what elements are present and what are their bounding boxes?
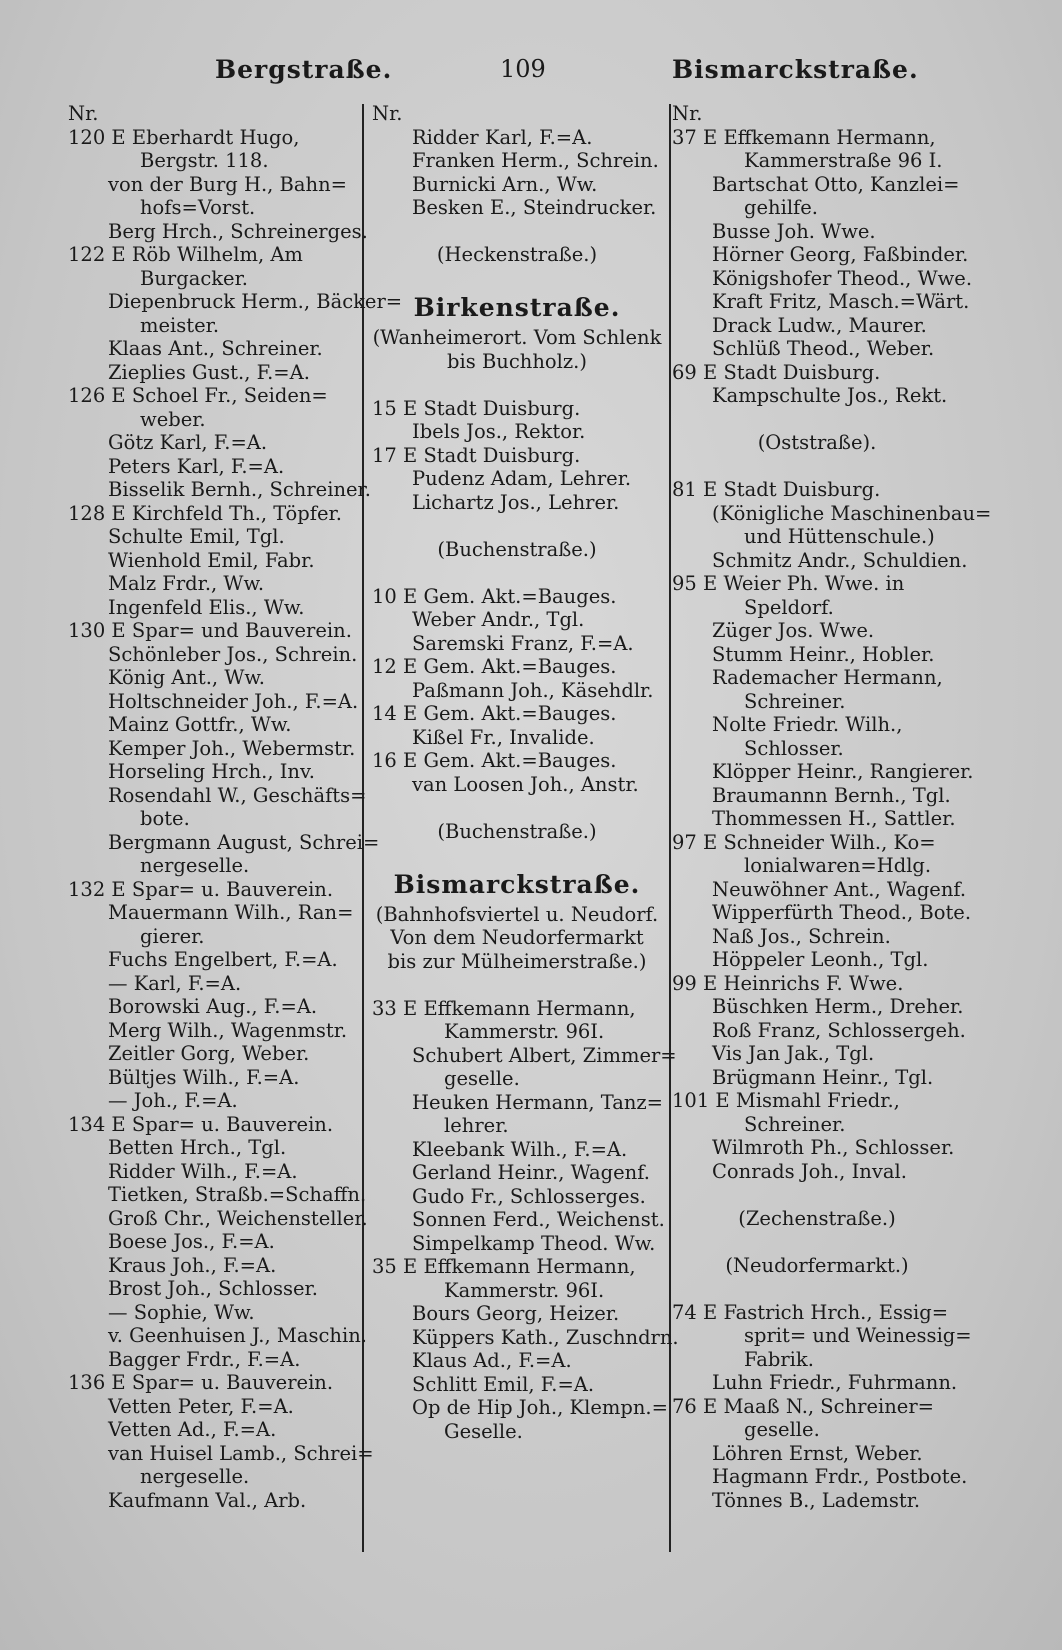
directory-line: 126 E Schoel Fr., Seiden=: [68, 384, 328, 407]
directory-line: Gudo Fr., Schlosserges.: [412, 1184, 646, 1208]
directory-line: Boese Jos., F.=A.: [108, 1230, 275, 1253]
directory-line: Conrads Joh., Inval.: [712, 1159, 907, 1183]
spacer: [672, 1230, 962, 1254]
directory-line: Wipperfürth Theod., Bote.: [712, 901, 972, 924]
spacer: [372, 796, 662, 820]
directory-line: Betten Hrch., Tgl.: [108, 1136, 287, 1159]
directory-line: nergeselle.: [140, 1465, 250, 1488]
directory-line: Klaus Ad., F.=A.: [412, 1349, 572, 1372]
directory-line: Ridder Karl, F.=A.: [412, 125, 593, 149]
directory-line: Bours Georg, Heizer.: [412, 1302, 620, 1325]
directory-line: 81 E Stadt Duisburg.: [672, 478, 881, 501]
directory-line: Schmitz Andr., Schuldien.: [712, 548, 968, 572]
directory-line: 136 E Spar= u. Bauverein.: [68, 1371, 334, 1394]
running-head-left: Bergstraße.: [215, 55, 393, 84]
directory-line: Kammerstraße 96 I.: [744, 149, 943, 172]
directory-line: Tietken, Straßb.=Schaffn.: [108, 1183, 367, 1206]
directory-line: Vis Jan Jak., Tgl.: [712, 1042, 875, 1065]
directory-line: 35 E Effkemann Hermann,: [372, 1255, 636, 1278]
section-heading: Birkenstraße.: [413, 293, 621, 322]
directory-line: 12 E Gem. Akt.=Bauges.: [372, 655, 617, 678]
spacer: [372, 514, 662, 538]
directory-line: gehilfe.: [744, 196, 819, 219]
directory-line: Hagmann Frdr., Postbote.: [712, 1465, 968, 1488]
directory-line: 132 E Spar= u. Bauverein.: [68, 877, 334, 901]
directory-line: Speldorf.: [744, 595, 834, 619]
directory-line: Bagger Frdr., F.=A.: [108, 1347, 301, 1371]
directory-line: König Ant., Ww.: [108, 666, 265, 689]
directory-line: van Loosen Joh., Anstr.: [412, 772, 639, 796]
directory-line: 128 E Kirchfeld Th., Töpfer.: [68, 501, 342, 525]
spacer: [372, 843, 662, 867]
directory-line: Kaufmann Val., Arb.: [108, 1488, 307, 1512]
directory-line: — Joh., F.=A.: [108, 1089, 238, 1112]
directory-line: Kammerstr. 96I.: [444, 1020, 605, 1043]
directory-line: Burgacker.: [140, 266, 248, 290]
street-subheading: (Bahnhofsviertel u. Neudorf.: [375, 902, 659, 926]
directory-line: Fabrik.: [744, 1347, 814, 1371]
directory-line: Holtschneider Joh., F.=A.: [108, 689, 359, 713]
directory-line: Schlüß Theod., Weber.: [712, 337, 935, 360]
directory-line: Bartschat Otto, Kanzlei=: [712, 172, 960, 196]
directory-line: 10 E Gem. Akt.=Bauges.: [372, 584, 617, 608]
directory-line: Kißel Fr., Invalide.: [412, 725, 595, 749]
street-subheading: (Zechenstraße.): [738, 1206, 896, 1230]
directory-line: Gerland Heinr., Wagenf.: [412, 1161, 650, 1184]
directory-line: Schulte Emil, Tgl.: [108, 525, 285, 548]
directory-line: van Huisel Lamb., Schrei=: [108, 1441, 374, 1465]
directory-line: Heuken Hermann, Tanz=: [412, 1090, 664, 1114]
directory-line: 15 E Stadt Duisburg.: [372, 396, 581, 420]
directory-line: hofs=Vorst.: [140, 196, 256, 219]
directory-line: nergeselle.: [140, 854, 250, 877]
directory-line: 33 E Effkemann Hermann,: [372, 996, 636, 1020]
spacer: [672, 408, 962, 432]
directory-line: Löhren Ernst, Weber.: [712, 1441, 923, 1465]
directory-line: Hörner Georg, Faßbinder.: [712, 243, 969, 266]
street-subheading: Von dem Neudorfermarkt: [390, 926, 644, 949]
directory-line: meister.: [140, 313, 220, 337]
street-subheading: (Wanheimerort. Vom Schlenk: [372, 326, 662, 349]
directory-line: gierer.: [140, 924, 205, 948]
directory-line: Bergmann August, Schrei=: [108, 830, 380, 854]
directory-line: Bültjes Wilh., F.=A.: [108, 1065, 300, 1089]
directory-line: Schlosser.: [744, 736, 844, 760]
directory-line: Schreiner.: [744, 1112, 846, 1136]
directory-line: Brügmann Heinr., Tgl.: [712, 1065, 934, 1089]
directory-line: 134 E Spar= u. Bauverein.: [68, 1112, 334, 1136]
directory-line: weber.: [140, 407, 206, 431]
directory-line: Nolte Friedr. Wilh.,: [712, 713, 903, 736]
directory-line: und Hüttenschule.): [744, 525, 935, 548]
running-head-right: Bismarckstraße.: [672, 55, 919, 84]
directory-line: Nr.: [68, 102, 99, 125]
directory-line: Nr.: [672, 102, 703, 125]
directory-column-2: [372, 102, 679, 1443]
directory-line: Schubert Albert, Zimmer=: [412, 1043, 677, 1067]
directory-line: Sonnen Ferd., Weichenst.: [412, 1208, 665, 1231]
directory-line: Berg Hrch., Schreinerges.: [108, 219, 368, 243]
directory-line: Büschken Herm., Dreher.: [712, 995, 964, 1018]
directory-line: Besken E., Steindrucker.: [412, 196, 657, 219]
directory-line: Klaas Ant., Schreiner.: [108, 337, 323, 360]
directory-line: 130 E Spar= und Bauverein.: [68, 619, 352, 642]
directory-line: Vetten Ad., F.=A.: [108, 1418, 277, 1441]
directory-line: Op de Hip Joh., Klempn.=: [412, 1396, 668, 1419]
directory-line: Naß Jos., Schrein.: [712, 924, 891, 948]
directory-line: Königshofer Theod., Wwe.: [712, 266, 973, 290]
directory-line: 97 E Schneider Wilh., Ko=: [672, 830, 936, 854]
spacer: [372, 973, 662, 997]
directory-line: Brost Joh., Schlosser.: [108, 1277, 318, 1300]
directory-line: Schlitt Emil, F.=A.: [412, 1372, 595, 1396]
street-subheading: (Neudorfermarkt.): [725, 1253, 909, 1277]
directory-line: 99 E Heinrichs F. Wwe.: [672, 971, 904, 995]
spacer: [672, 1277, 962, 1301]
directory-line: lehrer.: [444, 1114, 509, 1137]
directory-line: Ridder Wilh., F.=A.: [108, 1159, 298, 1183]
spacer: [372, 267, 662, 291]
directory-line: Bisselik Bernh., Schreiner.: [108, 478, 371, 501]
directory-line: — Karl, F.=A.: [108, 971, 242, 995]
page-number: 109: [500, 55, 546, 83]
directory-line: Kammerstr. 96I.: [444, 1278, 605, 1302]
directory-line: Schreiner.: [744, 689, 846, 713]
directory-line: 122 E Röb Wilhelm, Am: [68, 243, 303, 266]
directory-line: Neuwöhner Ant., Wagenf.: [712, 877, 967, 901]
directory-line: Drack Ludw., Maurer.: [712, 313, 927, 337]
directory-line: Mainz Gottfr., Ww.: [108, 713, 292, 736]
directory-line: Züger Jos. Wwe.: [712, 619, 875, 642]
directory-line: Stumm Heinr., Hobler.: [712, 642, 935, 666]
directory-line: Luhn Friedr., Fuhrmann.: [712, 1371, 958, 1394]
page-header: [0, 55, 1062, 95]
directory-line: Ingenfeld Elis., Ww.: [108, 595, 305, 619]
directory-line: Nr.: [372, 102, 403, 125]
directory-line: Höppeler Leonh., Tgl.: [712, 948, 929, 971]
directory-line: sprit= und Weinessig=: [744, 1324, 972, 1347]
directory-line: Diepenbruck Herm., Bäcker=: [108, 290, 403, 313]
directory-line: geselle.: [744, 1418, 820, 1441]
street-subheading: bis zur Mülheimerstraße.): [387, 949, 647, 973]
directory-line: (Königliche Maschinenbau=: [712, 501, 992, 525]
directory-column-1: [68, 102, 403, 1512]
directory-line: — Sophie, Ww.: [108, 1300, 255, 1324]
directory-line: Tönnes B., Lademstr.: [712, 1488, 921, 1512]
directory-line: Lichartz Jos., Lehrer.: [412, 490, 620, 514]
spacer: [372, 220, 662, 244]
directory-line: 17 E Stadt Duisburg.: [372, 443, 581, 467]
directory-line: Fuchs Engelbert, F.=A.: [108, 948, 338, 971]
spacer: [672, 455, 962, 479]
directory-line: Kampschulte Jos., Rekt.: [712, 384, 948, 407]
directory-line: 74 E Fastrich Hrch., Essig=: [672, 1300, 949, 1324]
directory-line: 101 E Mismahl Friedr.,: [672, 1089, 900, 1112]
directory-line: Horseling Hrch., Inv.: [108, 760, 315, 783]
directory-line: Geselle.: [444, 1419, 523, 1443]
directory-line: Kleebank Wilh., F.=A.: [412, 1137, 628, 1161]
section-heading: Bismarckstraße.: [393, 869, 641, 899]
directory-line: 120 E Eberhardt Hugo,: [68, 125, 300, 149]
directory-line: Rosendahl W., Geschäfts=: [108, 783, 367, 807]
directory-line: Malz Frdr., Ww.: [108, 572, 265, 595]
directory-line: Groß Chr., Weichensteller.: [108, 1206, 368, 1230]
directory-line: 69 E Stadt Duisburg.: [672, 360, 881, 384]
directory-line: Braumannn Bernh., Tgl.: [712, 783, 951, 807]
directory-line: 37 E Effkemann Hermann,: [672, 125, 936, 149]
street-subheading: (Buchenstraße.): [437, 537, 597, 561]
directory-line: Burnicki Arn., Ww.: [412, 172, 598, 196]
directory-line: Bergstr. 118.: [140, 149, 269, 172]
directory-line: Merg Wilh., Wagenmstr.: [108, 1018, 348, 1042]
directory-line: Wienhold Emil, Fabr.: [108, 548, 315, 572]
directory-line: Rademacher Hermann,: [712, 666, 943, 689]
directory-line: geselle.: [444, 1067, 520, 1090]
street-subheading: bis Buchholz.): [447, 349, 587, 373]
spacer: [372, 373, 662, 397]
directory-line: Saremski Franz, F.=A.: [412, 631, 634, 655]
directory-line: Zieplies Gust., F.=A.: [108, 360, 310, 384]
directory-line: 95 E Weier Ph. Wwe. in: [672, 572, 905, 595]
directory-line: 76 E Maaß N., Schreiner=: [672, 1394, 934, 1418]
directory-line: Götz Karl, F.=A.: [108, 431, 268, 454]
directory-line: Wilmroth Ph., Schlosser.: [712, 1136, 955, 1159]
directory-line: Roß Franz, Schlossergeh.: [712, 1018, 966, 1042]
directory-line: 16 E Gem. Akt.=Bauges.: [372, 749, 617, 772]
directory-line: Zeitler Gorg, Weber.: [108, 1042, 310, 1065]
directory-line: Paßmann Joh., Käsehdlr.: [412, 678, 654, 702]
directory-line: Kraus Joh., F.=A.: [108, 1253, 277, 1277]
directory-line: bote.: [140, 807, 190, 830]
directory-line: Peters Karl, F.=A.: [108, 454, 285, 478]
directory-line: Mauermann Wilh., Ran=: [108, 901, 354, 924]
street-subheading: (Heckenstraße.): [436, 243, 598, 266]
directory-line: von der Burg H., Bahn=: [108, 172, 347, 196]
directory-line: Klöpper Heinr., Rangierer.: [712, 760, 974, 783]
directory-line: Schönleber Jos., Schrein.: [108, 642, 358, 666]
directory-line: Thommessen H., Sattler.: [712, 807, 956, 830]
directory-column-3: [672, 102, 992, 1512]
directory-line: Ibels Jos., Rektor.: [412, 420, 586, 443]
spacer: [672, 1183, 962, 1207]
directory-line: lonialwaren=Hdlg.: [744, 854, 932, 877]
directory-line: Kraft Fritz, Masch.=Wärt.: [712, 290, 970, 313]
directory-line: Küppers Kath., Zuschndrn.: [412, 1325, 679, 1349]
directory-line: v. Geenhuisen J., Maschin.: [108, 1324, 367, 1347]
directory-line: Kemper Joh., Webermstr.: [108, 736, 356, 760]
street-subheading: (Buchenstraße.): [437, 819, 597, 843]
directory-line: Vetten Peter, F.=A.: [108, 1394, 294, 1418]
spacer: [372, 561, 662, 585]
directory-line: Busse Joh. Wwe.: [712, 219, 876, 243]
directory-line: Weber Andr., Tgl.: [412, 608, 585, 631]
directory-line: Simpelkamp Theod. Ww.: [412, 1231, 656, 1255]
street-subheading: (Oststraße).: [757, 431, 877, 454]
directory-line: Borowski Aug., F.=A.: [108, 995, 318, 1018]
directory-line: 14 E Gem. Akt.=Bauges.: [372, 702, 617, 725]
directory-line: Franken Herm., Schrein.: [412, 149, 659, 172]
directory-line: Pudenz Adam, Lehrer.: [412, 467, 632, 490]
